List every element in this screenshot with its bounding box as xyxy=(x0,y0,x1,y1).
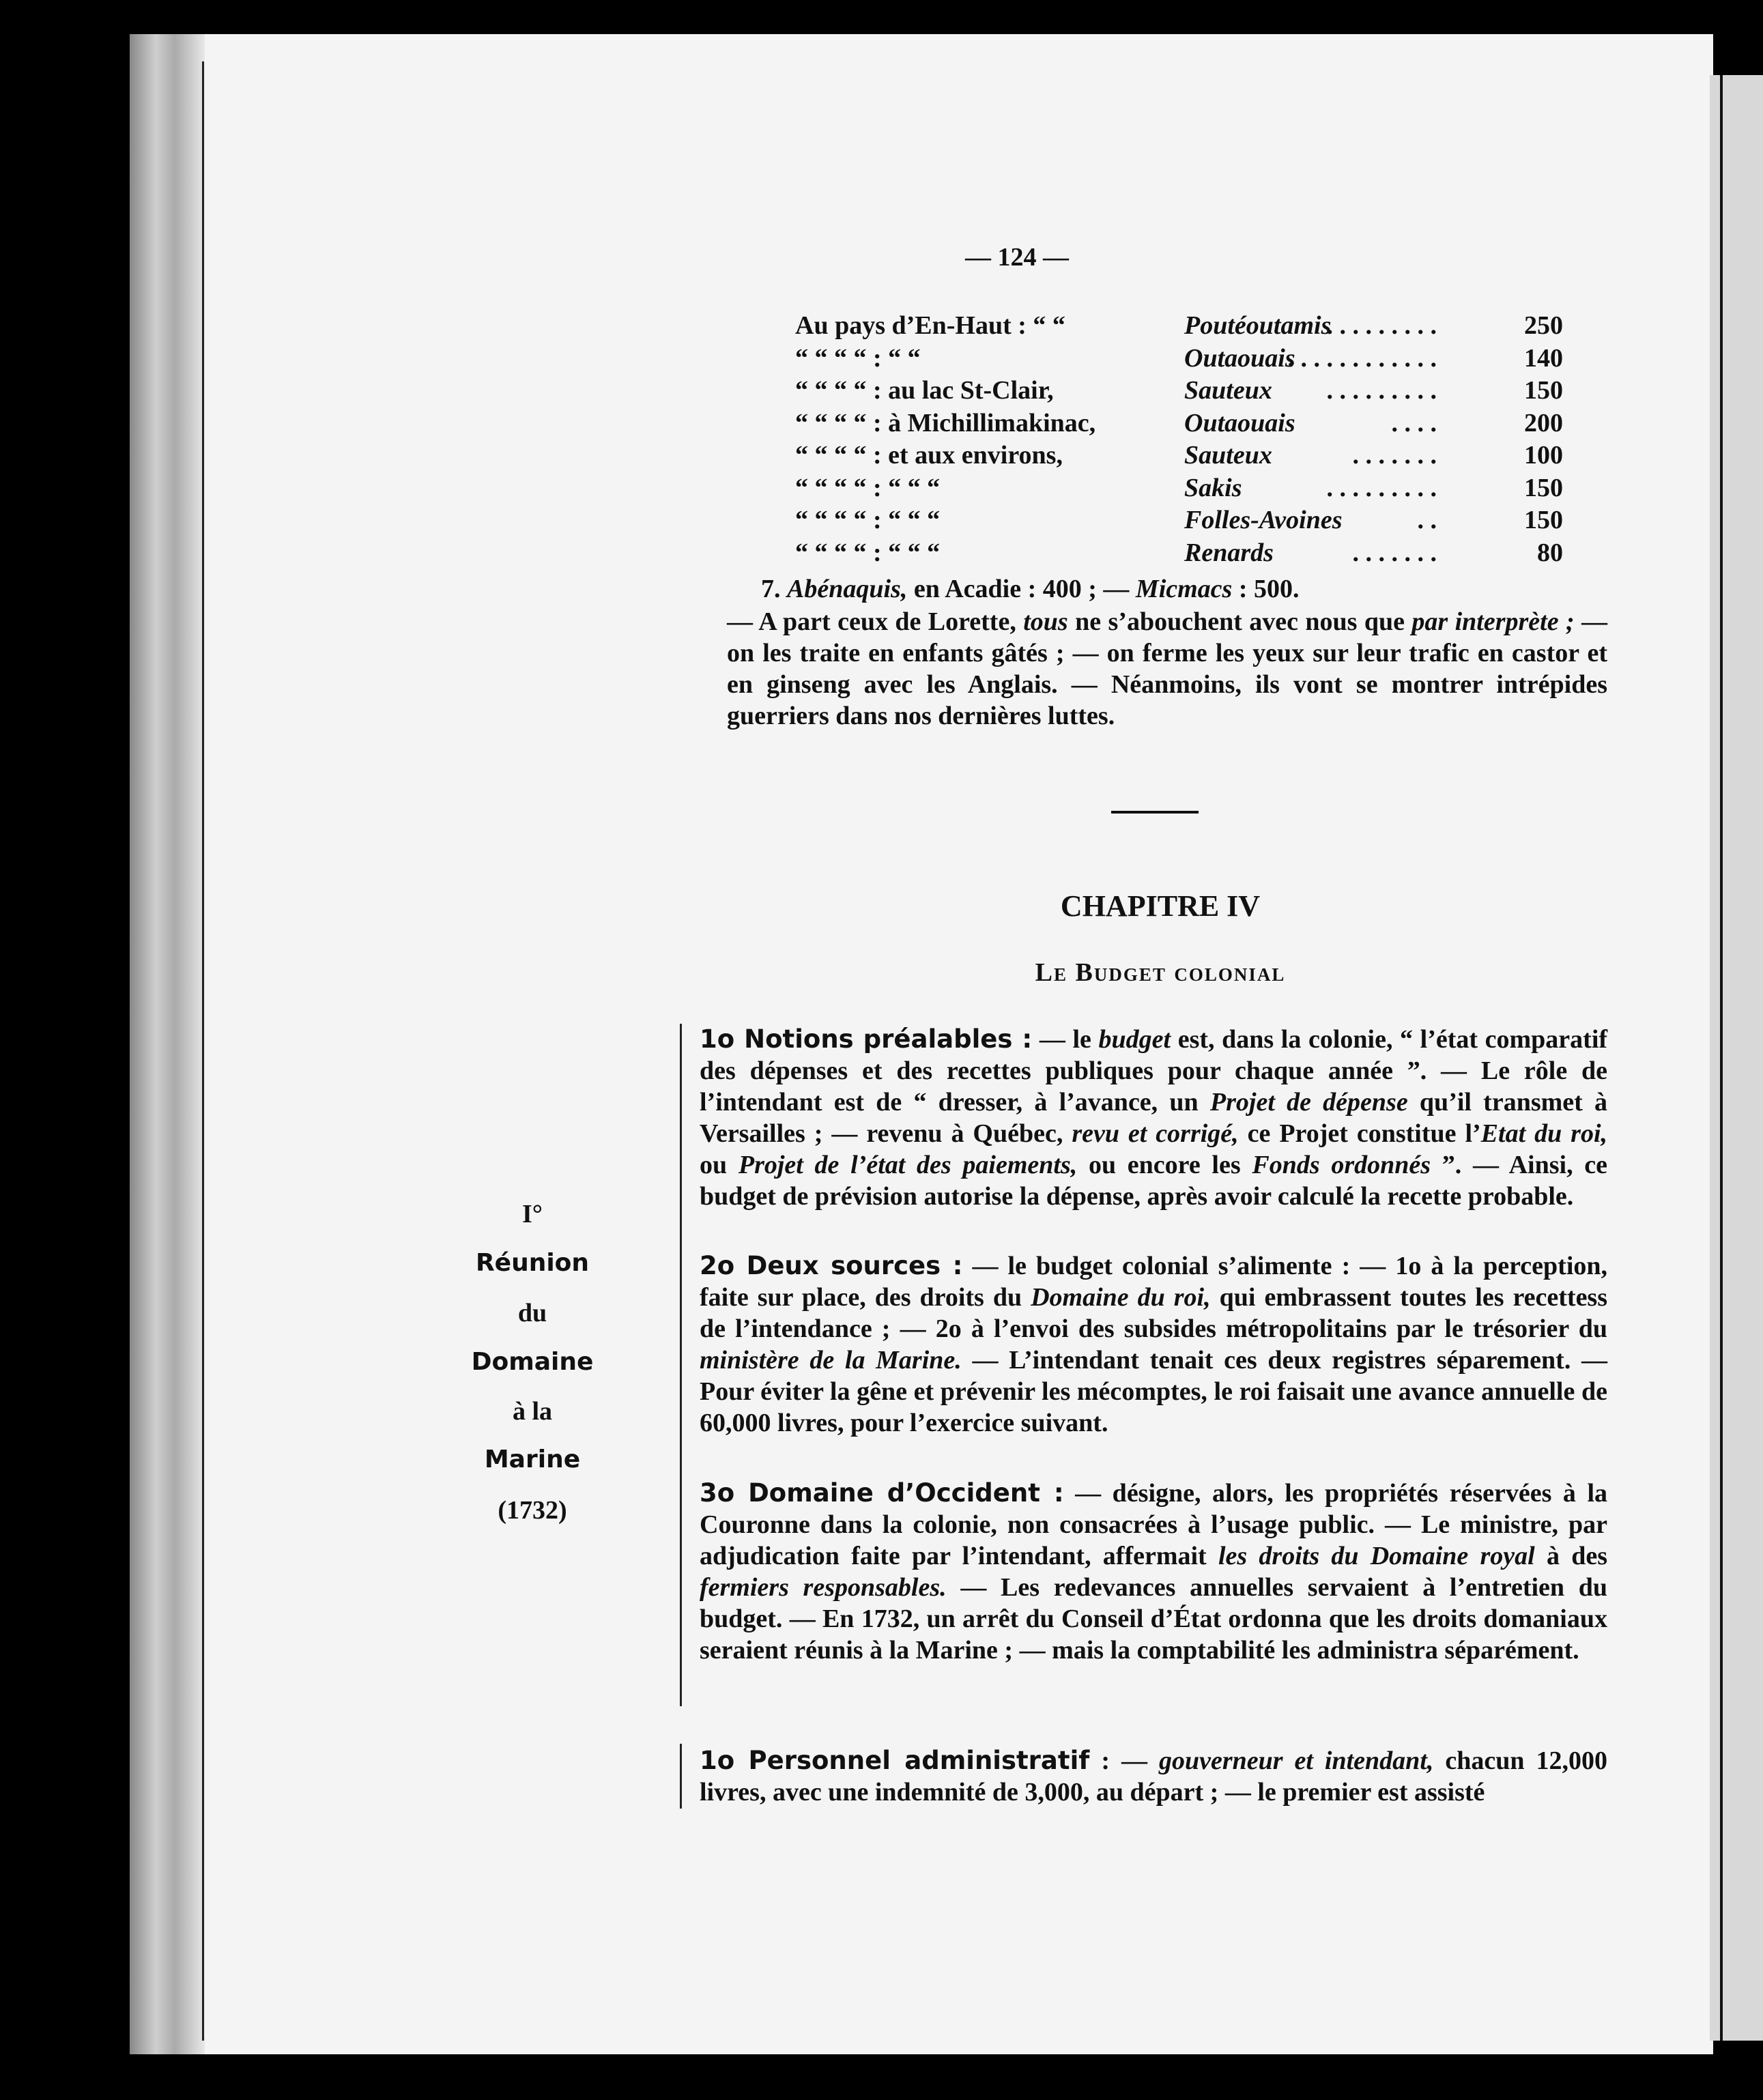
tribe-row-count: 100 xyxy=(1524,441,1563,470)
tribe-row-location: Au pays d’En-Haut : “ “ xyxy=(795,311,1065,340)
tribe-row-name: Outaouais xyxy=(1184,408,1295,437)
tribe-row-leader: . . . . xyxy=(1391,408,1437,437)
sidebar-line: Domaine xyxy=(471,1348,594,1376)
tribe-row-name: Sauteux xyxy=(1184,441,1272,470)
sidebar-line: Marine xyxy=(484,1445,581,1473)
tribe-row-count: 150 xyxy=(1524,376,1563,405)
tribe-row-leader: . . . . . . . xyxy=(1352,538,1437,567)
page-number: — 124 — xyxy=(965,243,1069,272)
tribe-row-name: Renards xyxy=(1184,538,1274,567)
tribe-row-count: 140 xyxy=(1524,343,1563,373)
tribe-row-count: 200 xyxy=(1524,408,1563,437)
tribe-row-location: “ “ “ “ : “ “ “ xyxy=(795,473,941,502)
chapter-title: CHAPITRE IV xyxy=(1060,889,1261,923)
sidebar-numeral: I° xyxy=(522,1200,543,1228)
page-binding xyxy=(130,34,205,2054)
section-brace xyxy=(680,1024,691,1706)
sidebar-line: à la xyxy=(512,1397,553,1426)
tribe-row-name: Sakis xyxy=(1184,473,1242,502)
tribe-row xyxy=(795,343,1563,376)
item-7: 7. Abénaquis, en Acadie : 400 ; — Micmacs : 500. xyxy=(761,575,1300,603)
section-brace xyxy=(680,1744,691,1809)
tribe-row-name: Poutéoutamis xyxy=(1184,311,1332,340)
personnel-administratif: 1o Personnel administratif : — gouverneur et intendant, chacun 12,000 livres, avec une indemnité de 3,000, au départ ; — le premier est assisté xyxy=(700,1746,1607,1807)
tribe-row xyxy=(795,440,1563,473)
facing-page-edge xyxy=(1710,75,1763,2041)
tribe-row-name: Outaouais xyxy=(1184,343,1295,373)
chapter-subtitle: Le Budget colonial xyxy=(1035,958,1286,987)
section-rule xyxy=(1111,811,1199,814)
sidebar-year: (1732) xyxy=(498,1496,567,1525)
tribe-row xyxy=(795,538,1563,571)
facing-page-line xyxy=(1720,75,1723,2041)
tribe-row-location: “ “ “ “ : “ “ “ xyxy=(795,506,941,534)
tribe-row-name: Sauteux xyxy=(1184,376,1272,405)
tribe-row-leader: . . . . . . . xyxy=(1352,441,1437,470)
deux-sources: 2o Deux sources : — le budget colonial s’alimente : — 1o à la perception, faite sur place, des droits du Domaine du roi, qui embrassent toutes les recettess de l’intendance ; — 2o à l’envoi des subsides métropolitains par le trésorier du ministère de la Marine. — L’intendant tenait ces deux registres séparement. — Pour éviter la gêne et prévenir les mécomptes, le roi faisait une avance annuelle de 60,000 livres, pour l’exercice suivant. xyxy=(700,1251,1608,1437)
tribe-row xyxy=(795,473,1563,506)
tribe-row-location: “ “ “ “ : “ “ xyxy=(795,343,921,373)
tribe-row-leader: . . . . . . . . . xyxy=(1326,311,1437,340)
tribe-row xyxy=(795,505,1563,538)
tribe-row-leader: . . . . . . . . . xyxy=(1326,376,1437,405)
tribe-row-count: 250 xyxy=(1524,311,1563,340)
binding-edge xyxy=(202,61,204,2041)
lorette-paragraph: — A part ceux de Lorette, tous ne s’abouchent avec nous que par interprète ; — on les traite en enfants gâtés ; — on ferme les yeux sur leur trafic en castor et en ginseng avec les Anglais. — Néanmoins, ils vont se montrer intrépides guerriers dans nos dernières luttes. xyxy=(727,607,1608,730)
tribe-row-leader: . . xyxy=(1417,506,1437,534)
sidebar-line: du xyxy=(517,1299,547,1327)
tribe-row-name: Folles-Avoines xyxy=(1184,506,1343,534)
tribe-row xyxy=(795,311,1563,343)
tribe-row-count: 150 xyxy=(1524,473,1563,502)
tribe-row-location: “ “ “ “ : “ “ “ xyxy=(795,538,941,567)
tribe-row-location: “ “ “ “ : et aux environs, xyxy=(795,441,1063,470)
tribe-row-location: “ “ “ “ : au lac St-Clair, xyxy=(795,376,1054,405)
tribe-row-count: 80 xyxy=(1537,538,1563,567)
tribe-row-location: “ “ “ “ : à Michillimakinac, xyxy=(795,408,1096,437)
sidebar-line: Réunion xyxy=(475,1249,590,1277)
notions-prealables: 1o Notions préalables : — le budget est, dans la colonie, “ l’état comparatif des dépenses et des recettes publiques pour chaque année ”. — Le rôle de l’intendant est de “ dresser, à l’avance, un Projet de dépense qu’il transmet à Versailles ; — revenu à Québec, revu et corrigé, ce Projet constitue l’Etat du roi, ou Projet de l’état des paiements, ou encore les Fonds ordonnés ”. — Ainsi, ce budget de prévision autorise la dépense, après avoir calculé la recette probable. xyxy=(700,1024,1608,1211)
tribe-row-leader: . . . . . . . . . . . . xyxy=(1287,343,1437,373)
tribe-row xyxy=(795,375,1563,408)
domaine-occident: 3o Domaine d’Occident : — désigne, alors, les propriétés réservées à la Couronne dans la colonie, non consacrées à l’usage public. — Le ministre, par adjudication faite par l’intendant, affermait les droits du Domaine royal à des fermiers responsables. — Les redevances annuelles servaient à l’entretien du budget. — En 1732, un arrêt du Conseil d’État ordonna que les droits domaniaux seraient réunis à la Marine ; — mais la comptabilité les administra séparément. xyxy=(700,1478,1608,1665)
tribe-row-leader: . . . . . . . . . xyxy=(1326,473,1437,502)
tribe-row xyxy=(795,408,1563,441)
tribe-row-count: 150 xyxy=(1524,506,1563,534)
